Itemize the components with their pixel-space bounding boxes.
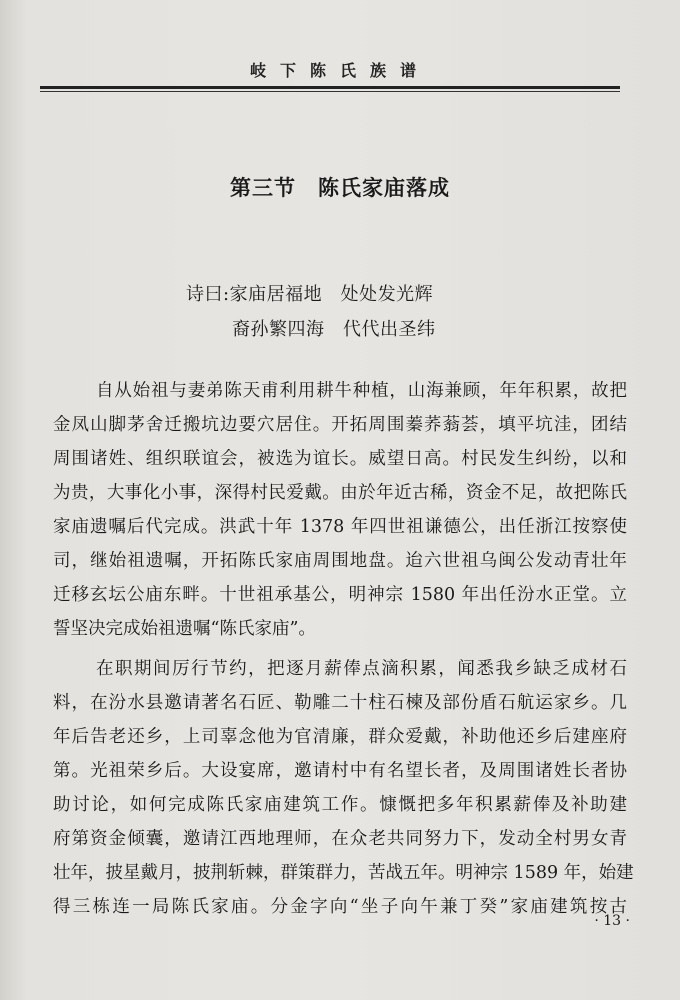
body-line: 年后告老还乡，上司辜念他为官清廉，群众爱戴，补助他还乡后建座府 xyxy=(53,727,627,747)
body-line: 迁移玄坛公庙东畔。十世祖承基公，明神宗 1580 年出任汾水正堂。立 xyxy=(53,585,627,605)
body-line: 壮年，披星戴月，披荆斩棘，群策群力，苦战五年。明神宗 1589 年，始建 xyxy=(53,863,634,883)
body-line: 助讨论，如何完成陈氏家庙建筑工作。慷慨把多年积累薪俸及补助建 xyxy=(53,795,627,815)
body-line: 料，在汾水县邀请著名石匠、勒雕二十柱石楝及部份盾石航运家乡。几 xyxy=(53,693,627,713)
running-header: 岐下陈氏族谱 xyxy=(249,61,430,80)
body-line: 金凤山脚茅舍迁搬坑边要穴居住。开拓周围蓁荞蓊荟，填平坑洼，团结 xyxy=(53,415,627,435)
body-line: 府第资金倾囊，邀请江西地理师，在众老共同努力下，发动全村男女青 xyxy=(53,829,627,849)
header-rule-thin xyxy=(40,91,620,92)
poem-line: 诗曰:家庙居福地 处处发光辉 xyxy=(186,284,434,305)
body-line: 周围诸姓、组织联谊会，被选为谊长。威望日高。村民发生纠纷，以和 xyxy=(53,449,627,469)
poem-line: 裔孙繁四海 代代出圣纬 xyxy=(232,319,436,340)
body-line: 为贵，大事化小事，深得村民爱戴。由於年近古稀，资金不足，故把陈氏 xyxy=(53,483,627,503)
page-number: · 13 · xyxy=(594,913,630,929)
body-line: 司，继始祖遗嘱，开拓陈氏家庙周围地盘。迨六世祖乌闽公发动青壮年 xyxy=(53,551,627,571)
body-line: 家庙遗嘱后代完成。洪武十年 1378 年四世祖谦德公，出任浙江按察使 xyxy=(53,517,627,537)
body-line: 第。光祖荣乡后。大设宴席，邀请村中有名望长者，及周围诸姓长者协 xyxy=(53,761,627,781)
body-line: 自从始祖与妻弟陈天甫利用耕牛种植，山海兼顾，年年积累，故把 xyxy=(96,381,627,401)
body-line: 得三栋连一局陈氏家庙。分金字向“坐子向午兼丁癸”家庙建筑按古 xyxy=(53,897,627,917)
section-title: 第三节 陈氏家庙落成 xyxy=(230,175,450,200)
body-line: 在职期间厉行节约，把逐月薪俸点滴积累，闻悉我乡缺乏成材石 xyxy=(96,659,627,679)
header-rule-thick xyxy=(40,86,620,89)
body-line: 誓坚决完成始祖遗嘱“陈氏家庙”。 xyxy=(53,619,316,639)
